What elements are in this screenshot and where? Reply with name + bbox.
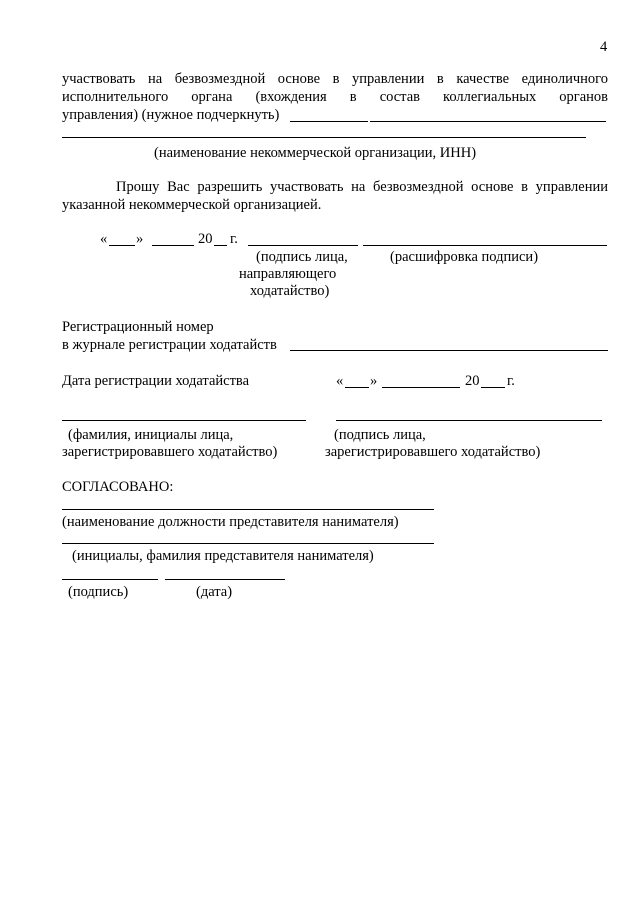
fill-line-year[interactable] xyxy=(214,245,227,246)
fill-line-organization[interactable] xyxy=(62,137,586,138)
intro-line-1: участвовать на безвозмездной основе в управлении в качестве единоличного xyxy=(62,71,608,87)
approval-signature-caption: (подпись) xyxy=(68,584,129,600)
organization-caption: (наименование некоммерческой организации, ИНН) xyxy=(154,145,477,161)
fill-line-employer-name[interactable] xyxy=(62,543,434,544)
registration-number-label-1: Регистрационный номер xyxy=(62,319,214,335)
request-line-1: Прошу Вас разрешить участвовать на безвозмездной основе в управлении xyxy=(116,179,608,195)
fill-line-choice[interactable] xyxy=(290,121,368,122)
registrar-name-caption-2: зарегистрировавшего ходатайство) xyxy=(62,444,278,460)
request-line-2: указанной некоммерческой организацией. xyxy=(62,197,322,213)
fill-line-reg-month[interactable] xyxy=(382,387,460,388)
approval-date-caption: (дата) xyxy=(196,584,233,600)
signer-caption-1: (подпись лица, xyxy=(256,249,348,265)
fill-line-reg-year[interactable] xyxy=(481,387,505,388)
fill-line-signature-decoding[interactable] xyxy=(363,245,607,246)
employer-name-caption: (инициалы, фамилия представителя нанимателя) xyxy=(72,548,374,564)
fill-line-approval-signature[interactable] xyxy=(62,579,158,580)
registrar-name-caption-1: (фамилия, инициалы лица, xyxy=(68,427,234,443)
fill-line-signature[interactable] xyxy=(248,245,358,246)
fill-line-reg-day[interactable] xyxy=(345,387,369,388)
fill-line-registrar-signature[interactable] xyxy=(336,420,602,421)
position-caption: (наименование должности представителя нанимателя) xyxy=(62,514,399,530)
fill-line-approval-date[interactable] xyxy=(165,579,285,580)
fill-line-position[interactable] xyxy=(62,509,434,510)
reg-date-close-quote: » xyxy=(370,373,378,389)
registrar-sign-caption-2: зарегистрировавшего ходатайство) xyxy=(325,444,541,460)
date-close-quote: » xyxy=(136,231,144,247)
registrar-sign-caption-1: (подпись лица, xyxy=(334,427,426,443)
decoding-caption: (расшифровка подписи) xyxy=(390,249,539,265)
registration-date-label: Дата регистрации ходатайства xyxy=(62,373,249,389)
date-open-quote: « xyxy=(100,231,108,247)
fill-line-organization-start[interactable] xyxy=(370,121,606,122)
year-prefix: 20 xyxy=(198,231,213,247)
intro-line-3: управления) (нужное подчеркнуть) xyxy=(62,107,280,123)
intro-line-2: исполнительного органа (вхождения в состав коллегиальных органов xyxy=(62,89,608,105)
year-suffix: г. xyxy=(230,231,238,247)
fill-line-month[interactable] xyxy=(152,245,194,246)
registration-number-label-2: в журнале регистрации ходатайств xyxy=(62,337,277,353)
reg-year-prefix: 20 xyxy=(465,373,480,389)
page-number: 4 xyxy=(600,39,608,55)
fill-line-day[interactable] xyxy=(109,245,135,246)
signer-caption-3: ходатайство) xyxy=(250,283,330,299)
reg-date-open-quote: « xyxy=(336,373,344,389)
fill-line-registrar-name[interactable] xyxy=(62,420,306,421)
reg-year-suffix: г. xyxy=(507,373,515,389)
fill-line-registration-number[interactable] xyxy=(290,350,608,351)
approval-heading: СОГЛАСОВАНО: xyxy=(62,479,174,495)
signer-caption-2: направляющего xyxy=(239,266,337,282)
